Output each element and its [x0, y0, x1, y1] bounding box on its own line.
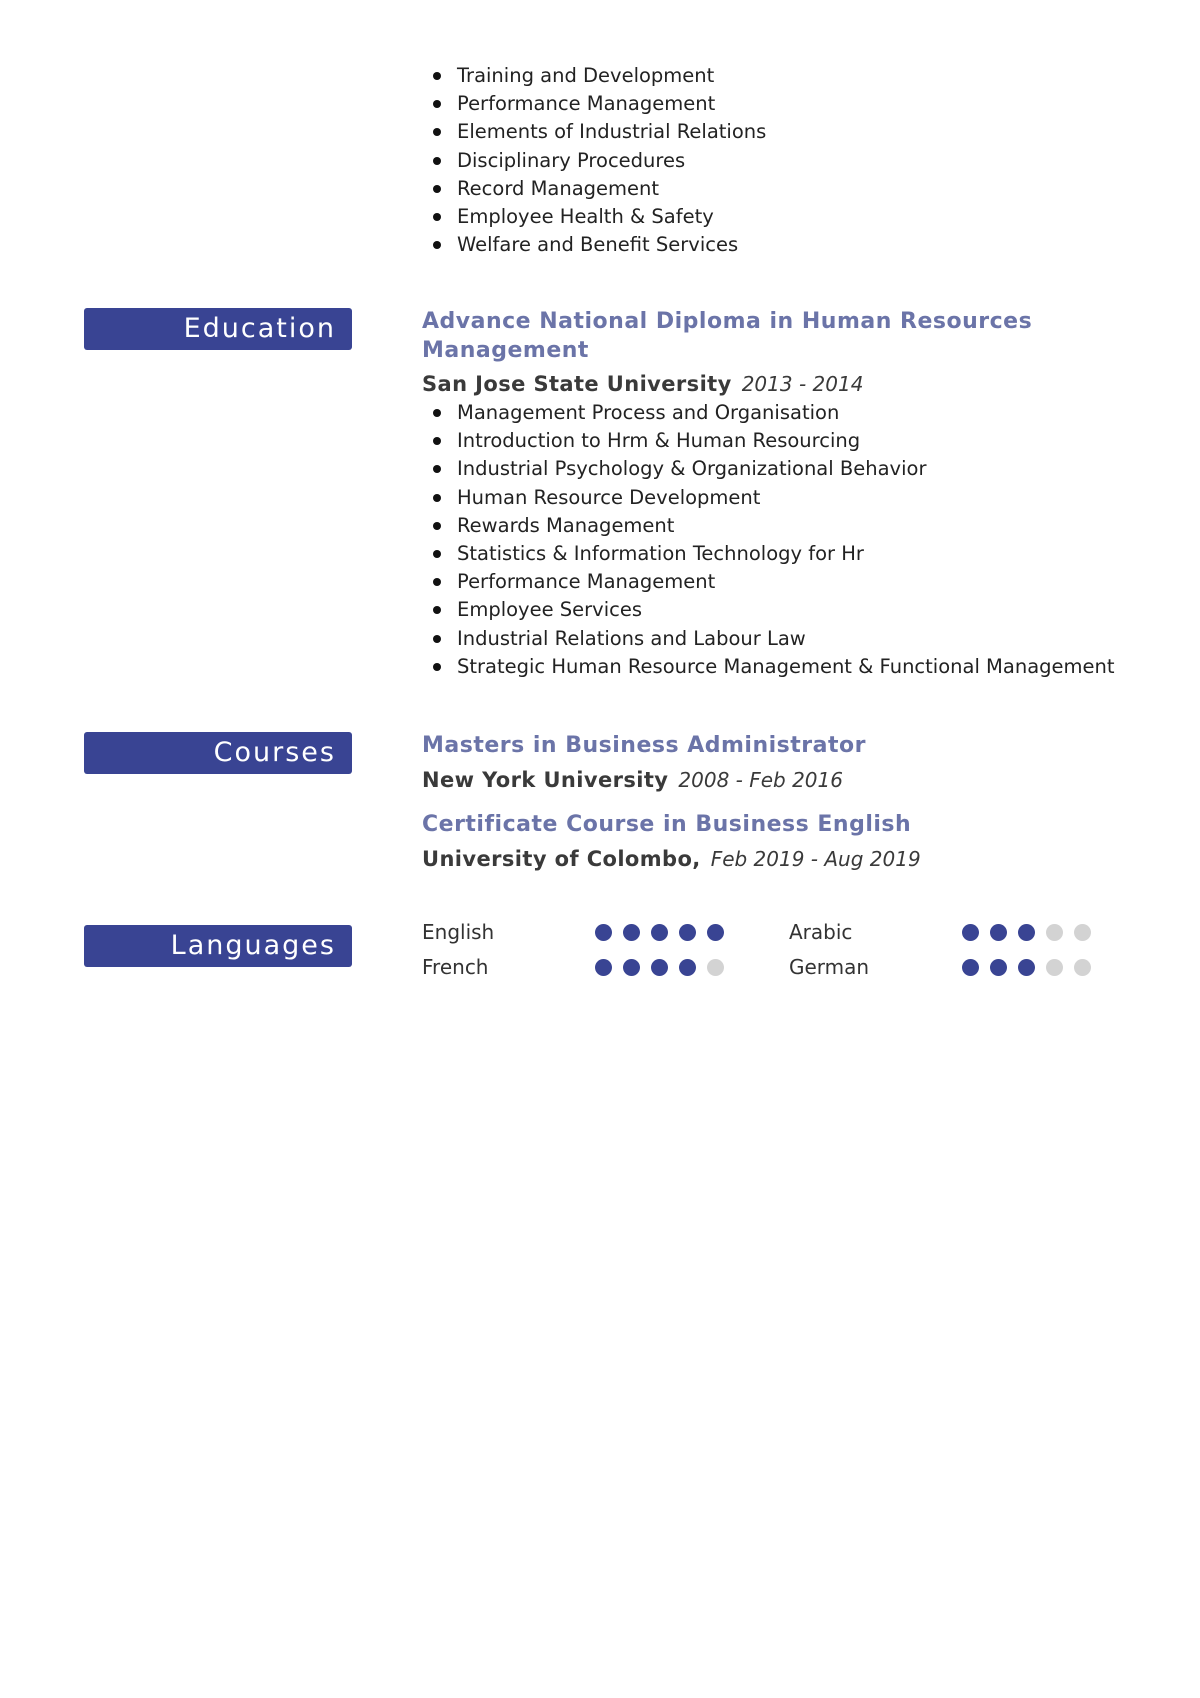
institution-line: [422, 765, 1142, 795]
skills-section: [422, 62, 1142, 259]
proficiency-dot-empty: [1074, 924, 1091, 941]
list-item: Industrial Psychology & Organizational Behavior: [422, 455, 1142, 483]
proficiency-dots: [595, 924, 724, 941]
proficiency-dot-empty: [1046, 924, 1063, 941]
degree-title-continued: Management: [422, 338, 589, 363]
language-name: Arabic: [789, 920, 853, 944]
list-item: Elements of Industrial Relations: [422, 118, 1142, 146]
proficiency-dot-empty: [1046, 959, 1063, 976]
education-heading: Education: [84, 308, 352, 350]
list-item: Employee Health & Safety: [422, 203, 1142, 231]
list-item: Rewards Management: [422, 512, 1142, 540]
institution-line: [422, 369, 1142, 399]
list-item: Industrial Relations and Labour Law: [422, 625, 1142, 653]
institution-name: San Jose State University: [422, 372, 732, 396]
list-item: Performance Management: [422, 568, 1142, 596]
language-row: [422, 952, 762, 986]
institution-name: New York University: [422, 768, 669, 792]
courses-heading: Courses: [84, 732, 352, 774]
institution-line: [422, 844, 1142, 874]
list-item: Welfare and Benefit Services: [422, 231, 1142, 259]
list-item: Statistics & Information Technology for Hr: [422, 540, 1142, 568]
proficiency-dot-filled: [990, 924, 1007, 941]
language-name: German: [789, 955, 870, 979]
education-section: [422, 307, 1142, 681]
list-item: Employee Services: [422, 596, 1142, 624]
institution-name: University of Colombo,: [422, 847, 701, 871]
courses-section: [422, 731, 1142, 874]
course-title: Masters in Business Administrator: [422, 733, 866, 758]
proficiency-dot-filled: [623, 924, 640, 941]
institution-dates: Feb 2019 - Aug 2019: [710, 847, 921, 871]
course-title: Certificate Course in Business English: [422, 812, 912, 837]
proficiency-dot-empty: [1074, 959, 1091, 976]
list-item: Performance Management: [422, 90, 1142, 118]
proficiency-dots: [962, 924, 1091, 941]
list-item: Strategic Human Resource Management & Functional Management: [422, 653, 1142, 681]
proficiency-dots: [962, 959, 1091, 976]
proficiency-dot-filled: [1018, 959, 1035, 976]
list-item: Human Resource Development: [422, 484, 1142, 512]
proficiency-dot-filled: [990, 959, 1007, 976]
language-row: [789, 917, 1129, 951]
proficiency-dot-filled: [962, 959, 979, 976]
proficiency-dot-filled: [962, 924, 979, 941]
language-name: English: [422, 920, 495, 944]
institution-dates: 2013 - 2014: [741, 372, 864, 396]
proficiency-dot-filled: [595, 924, 612, 941]
language-name: French: [422, 955, 489, 979]
proficiency-dot-filled: [1018, 924, 1035, 941]
proficiency-dot-empty: [707, 959, 724, 976]
languages-heading: Languages: [84, 925, 352, 967]
institution-dates: 2008 - Feb 2016: [678, 768, 843, 792]
education-topics-list: [422, 399, 1142, 681]
course-entry: [422, 810, 1142, 874]
proficiency-dot-filled: [679, 924, 696, 941]
skills-list: [422, 62, 1142, 259]
proficiency-dots: [595, 959, 724, 976]
course-entry: [422, 731, 1142, 795]
list-item: Record Management: [422, 175, 1142, 203]
language-row: [422, 917, 762, 951]
list-item: Training and Development: [422, 62, 1142, 90]
list-item: Management Process and Organisation: [422, 399, 1142, 427]
proficiency-dot-filled: [623, 959, 640, 976]
proficiency-dot-filled: [595, 959, 612, 976]
proficiency-dot-filled: [651, 959, 668, 976]
proficiency-dot-filled: [707, 924, 724, 941]
list-item: Introduction to Hrm & Human Resourcing: [422, 427, 1142, 455]
proficiency-dot-filled: [679, 959, 696, 976]
degree-title: Advance National Diploma in Human Resources: [422, 309, 1033, 334]
proficiency-dot-filled: [651, 924, 668, 941]
list-item: Disciplinary Procedures: [422, 147, 1142, 175]
language-row: [789, 952, 1129, 986]
